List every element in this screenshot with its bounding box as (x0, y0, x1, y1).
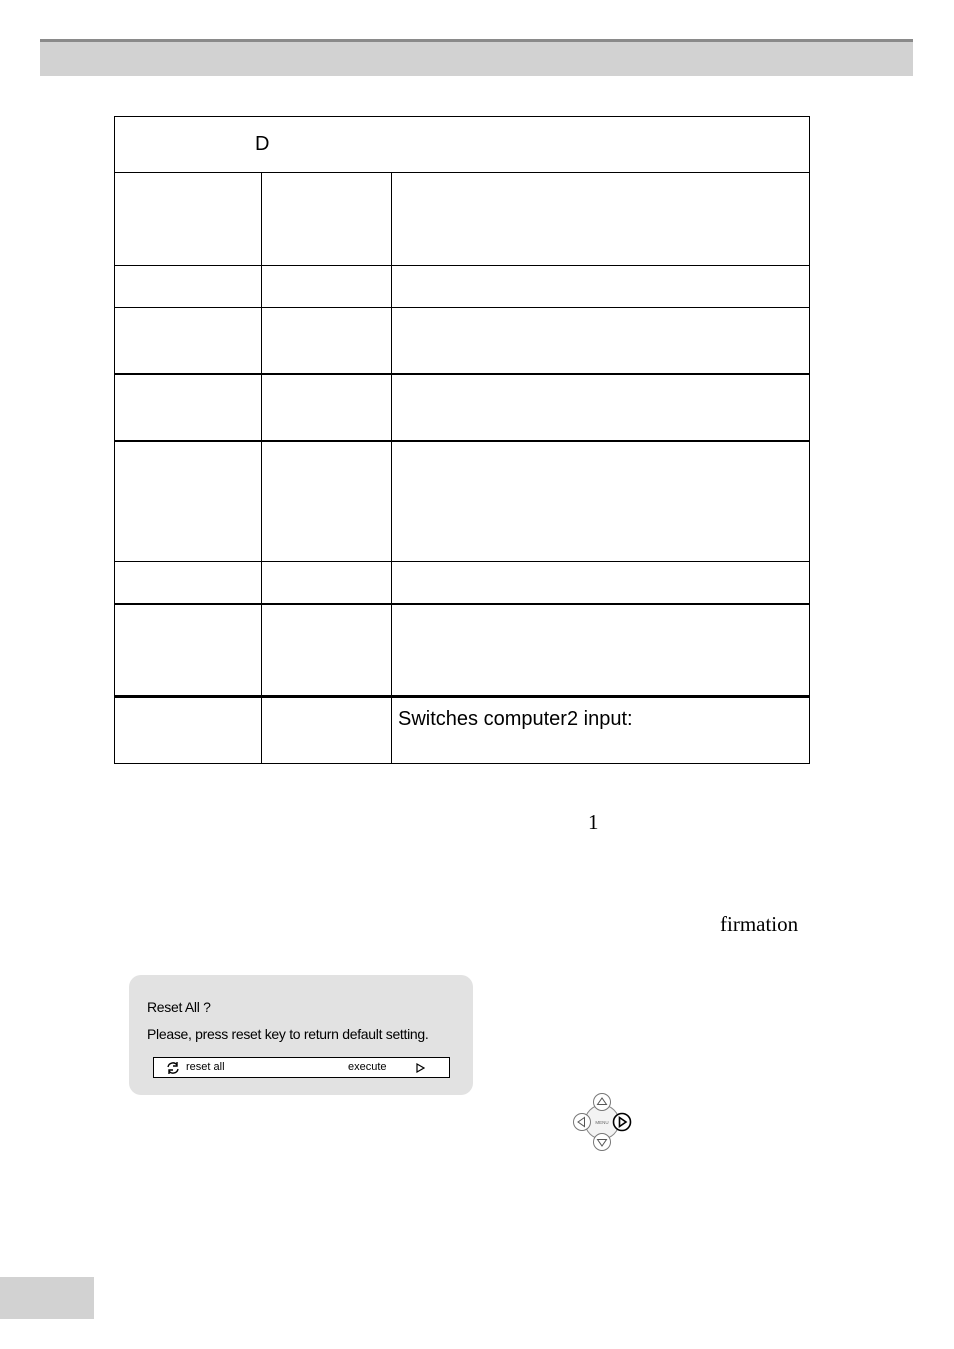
right-arrow-icon[interactable] (614, 1114, 631, 1131)
table-row (115, 308, 810, 374)
menu-button-label[interactable]: MENU (595, 1119, 609, 1125)
table-header-row (115, 117, 810, 173)
reset-all-message: Please, press reset key to return default setting. (147, 1026, 429, 1042)
page-number-box (0, 1277, 94, 1319)
table-cell (392, 374, 810, 441)
table-cell (115, 374, 262, 441)
command-table (114, 116, 810, 764)
table-cell (262, 173, 392, 266)
header-bar (40, 39, 913, 76)
table-row (115, 266, 810, 308)
table-cell (115, 697, 262, 764)
table-header-text: D (255, 133, 270, 155)
left-arrow-icon[interactable] (574, 1114, 591, 1131)
table-cell (392, 604, 810, 697)
table-cell (392, 173, 810, 266)
table-cell (115, 604, 262, 697)
up-arrow-icon[interactable] (594, 1094, 611, 1111)
table-cell (262, 604, 392, 697)
table-cell (115, 562, 262, 604)
execute-label: execute (348, 1061, 387, 1073)
table-row (115, 562, 810, 604)
table-cell (262, 697, 392, 764)
table-cell (392, 697, 810, 764)
table-cell (115, 266, 262, 308)
remote-direction-pad (572, 1092, 632, 1152)
table-row (115, 697, 810, 764)
play-arrow-icon[interactable] (416, 1063, 425, 1073)
table-header-cell (115, 117, 810, 173)
table-row (115, 173, 810, 266)
table-cell (262, 308, 392, 374)
table-cell (115, 441, 262, 562)
table-row (115, 374, 810, 441)
table-cell (262, 374, 392, 441)
table-cell (115, 173, 262, 266)
reset-all-dialog (129, 975, 473, 1095)
text-fragment-one: 1 (588, 810, 599, 834)
table-row (115, 604, 810, 697)
reset-all-label: reset all (186, 1061, 225, 1073)
table-cell (392, 308, 810, 374)
computer2-input-description: Switches computer2 input: (398, 708, 633, 730)
table-cell (115, 308, 262, 374)
down-arrow-icon[interactable] (594, 1134, 611, 1151)
table-cell (262, 266, 392, 308)
table-cell (392, 441, 810, 562)
table-cell (392, 266, 810, 308)
text-fragment-firmation: firmation (720, 912, 799, 936)
table-cell (262, 441, 392, 562)
refresh-icon (166, 1061, 180, 1075)
table-row (115, 441, 810, 562)
reset-all-title: Reset All ? (147, 999, 211, 1015)
table-cell (262, 562, 392, 604)
reset-all-row[interactable] (153, 1057, 450, 1078)
table-cell (392, 562, 810, 604)
